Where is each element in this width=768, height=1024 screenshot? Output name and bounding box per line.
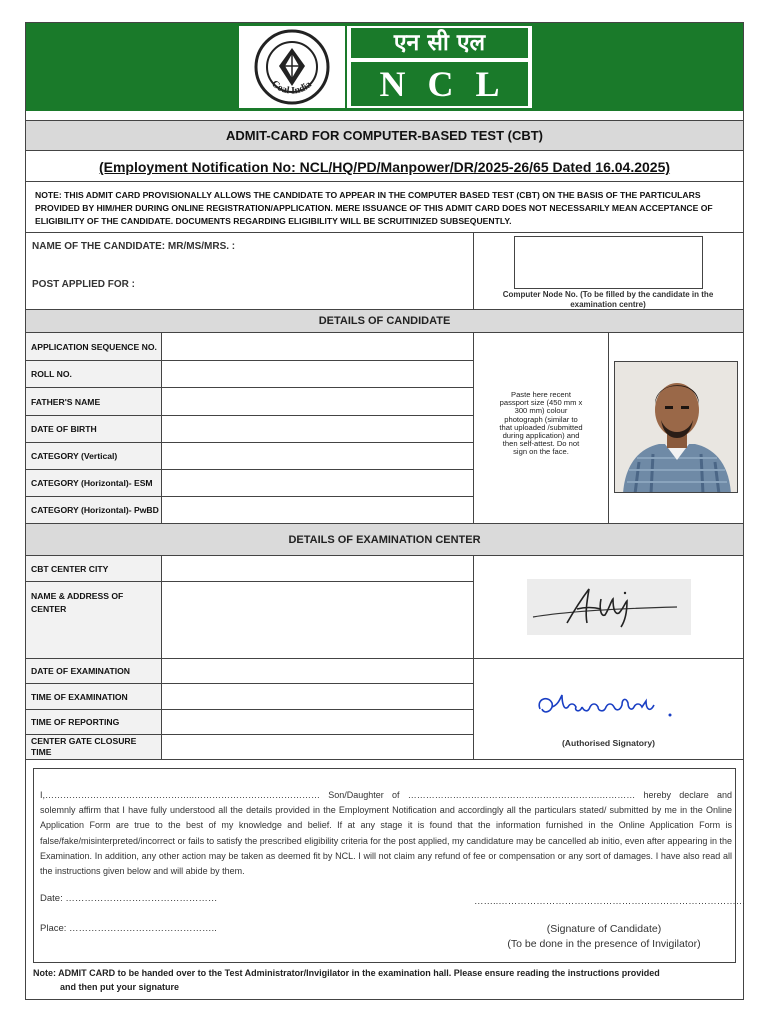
computer-node-field[interactable] <box>514 236 703 289</box>
row-value-reporting-time <box>162 710 474 735</box>
declaration-box <box>33 768 746 963</box>
svg-text:Coal India: Coal India <box>269 78 314 97</box>
header-spacer <box>26 111 743 121</box>
row-value-category-vertical <box>162 443 474 470</box>
candidate-signature <box>527 579 691 635</box>
row-value-category-pwbd <box>162 497 474 524</box>
candidate-name-area <box>26 233 474 310</box>
row-label-exam-time: TIME OF EXAMINATION <box>26 684 162 710</box>
coal-india-logo <box>239 26 345 108</box>
details-candidate-heading: DETAILS OF CANDIDATE <box>26 310 743 333</box>
row-value-gate-closure <box>162 735 474 760</box>
row-label-reporting-time: TIME OF REPORTING <box>26 710 162 735</box>
row-label-fathers-name: FATHER'S NAME <box>26 388 162 416</box>
authorised-signature <box>534 685 694 725</box>
row-value-fathers-name <box>162 388 474 416</box>
details-exam-heading: DETAILS OF EXAMINATION CENTER <box>26 524 743 556</box>
ncl-english-title: NCL <box>351 62 528 106</box>
row-value-exam-time <box>162 684 474 710</box>
row-value-application-seq <box>162 333 474 361</box>
row-label-cbt-city: CBT CENTER CITY <box>26 556 162 582</box>
photo-cell <box>609 333 743 524</box>
row-label-roll-no: ROLL NO. <box>26 361 162 388</box>
row-label-exam-date: DATE OF EXAMINATION <box>26 659 162 684</box>
authorised-signatory-label: (Authorised Signatory) <box>561 738 656 748</box>
row-label-date-of-birth: DATE OF BIRTH <box>26 416 162 443</box>
notification-number: (Employment Notification No: NCL/HQ/PD/Manpower/DR/2025-26/65 Dated 16.04.2025) <box>26 152 743 182</box>
row-value-category-esm <box>162 470 474 497</box>
signature-note: (To be done in the presence of Invigilator) <box>507 938 701 950</box>
signature-label: (Signature of Candidate) <box>546 923 662 935</box>
row-label-center-address: NAME & ADDRESS OF CENTER <box>26 582 162 659</box>
signature-line: ……..…………………………………………………………………… <box>474 896 746 907</box>
row-value-cbt-city <box>162 556 474 582</box>
authorised-signatory-cell <box>474 659 743 760</box>
bottom-note-line2: and then put your signature <box>60 982 180 992</box>
row-value-exam-date <box>162 659 474 684</box>
page-title: ADMIT-CARD FOR COMPUTER-BASED TEST (CBT) <box>26 121 743 151</box>
computer-node-area <box>474 233 743 310</box>
ncl-hindi-title: एन सी एल <box>351 28 528 58</box>
row-value-center-address <box>162 582 474 659</box>
row-label-gate-closure: CENTER GATE CLOSURE TIME <box>26 735 162 760</box>
bottom-note-line1: Note: ADMIT CARD to be handed over to the Test Administrator/Invigilator in the examination hall. Please ensure reading the instructions provided <box>33 968 660 978</box>
row-label-application-seq: APPLICATION SEQUENCE NO. <box>26 333 162 361</box>
ncl-wordmark <box>347 26 532 108</box>
header-banner <box>26 23 743 111</box>
photo-instructions: Paste here recent passport size (450 mm x 300 mm) colour photograph (similar to that uploaded /submitted during application) and then self-attest. Do not sign on the face. <box>474 333 609 524</box>
row-label-category-esm: CATEGORY (Horizontal)- ESM <box>26 470 162 497</box>
candidate-photo <box>614 361 738 493</box>
row-label-category-vertical: CATEGORY (Vertical) <box>26 443 162 470</box>
row-value-date-of-birth <box>162 416 474 443</box>
declaration-date: Date: ………………………………………… <box>40 893 218 904</box>
declaration-text: I,…………………………………………..…………………………………… Son/Daughter of ……………………………………………………….………… hereby declare and solemnly affirm that I have fully understood all the details provided in the Employment Notification and accordingly all the particulars stated/ submitted by me in the Online Application Form are true to the best of my knowledge and belief. If at any stage it is found that the information furnished in the Online Application Form is false/fake/misinterpreted/incorrect or fails to satisfy the prescribed eligibility criteria for the post applied, my candidature may be cancelled ab initio, even after appearing in the Examination. In addition, any other action may be taken as deemed fit by NCL. I will not claim any refund of fee or compensation or any sort of damages. I have also read all the instructions given below and will abide by them. <box>40 790 732 877</box>
computer-node-label: Computer Node No. (To be filled by the candidate in the examination centre) <box>502 290 714 309</box>
signature-of-candidate <box>474 922 734 952</box>
top-note: NOTE: THIS ADMIT CARD PROVISIONALLY ALLOWS THE CANDIDATE TO APPEAR IN THE COMPUTER BASED TEST (CBT) ON THE BASIS OF THE PARTICULARS PROVIDED BY HIM/HER DURING ONLINE REGISTRATION/APPLICATION. MERE ISSUANCE OF THIS ADMIT CARD DOES NOT NECESSARILY MEAN ACCEPTANCE OF ELIGIBILITY OF THE CANDIDATE. DOCUMENTS REGARDING ELIGIBILITY WILL BE SCRUITINIZED SUBSEQUENTLY. <box>26 183 743 233</box>
row-value-roll-no <box>162 361 474 388</box>
declaration-place: Place: ……………………………………….. <box>40 923 217 934</box>
bottom-note <box>33 966 738 994</box>
candidate-name-label: NAME OF THE CANDIDATE: MR/MS/MRS. : <box>32 241 236 252</box>
candidate-signature-cell <box>474 556 743 659</box>
post-applied-label: POST APPLIED FOR : <box>32 279 135 290</box>
row-label-category-pwbd: CATEGORY (Horizontal)- PwBD <box>26 497 162 524</box>
admit-card <box>25 22 744 1000</box>
